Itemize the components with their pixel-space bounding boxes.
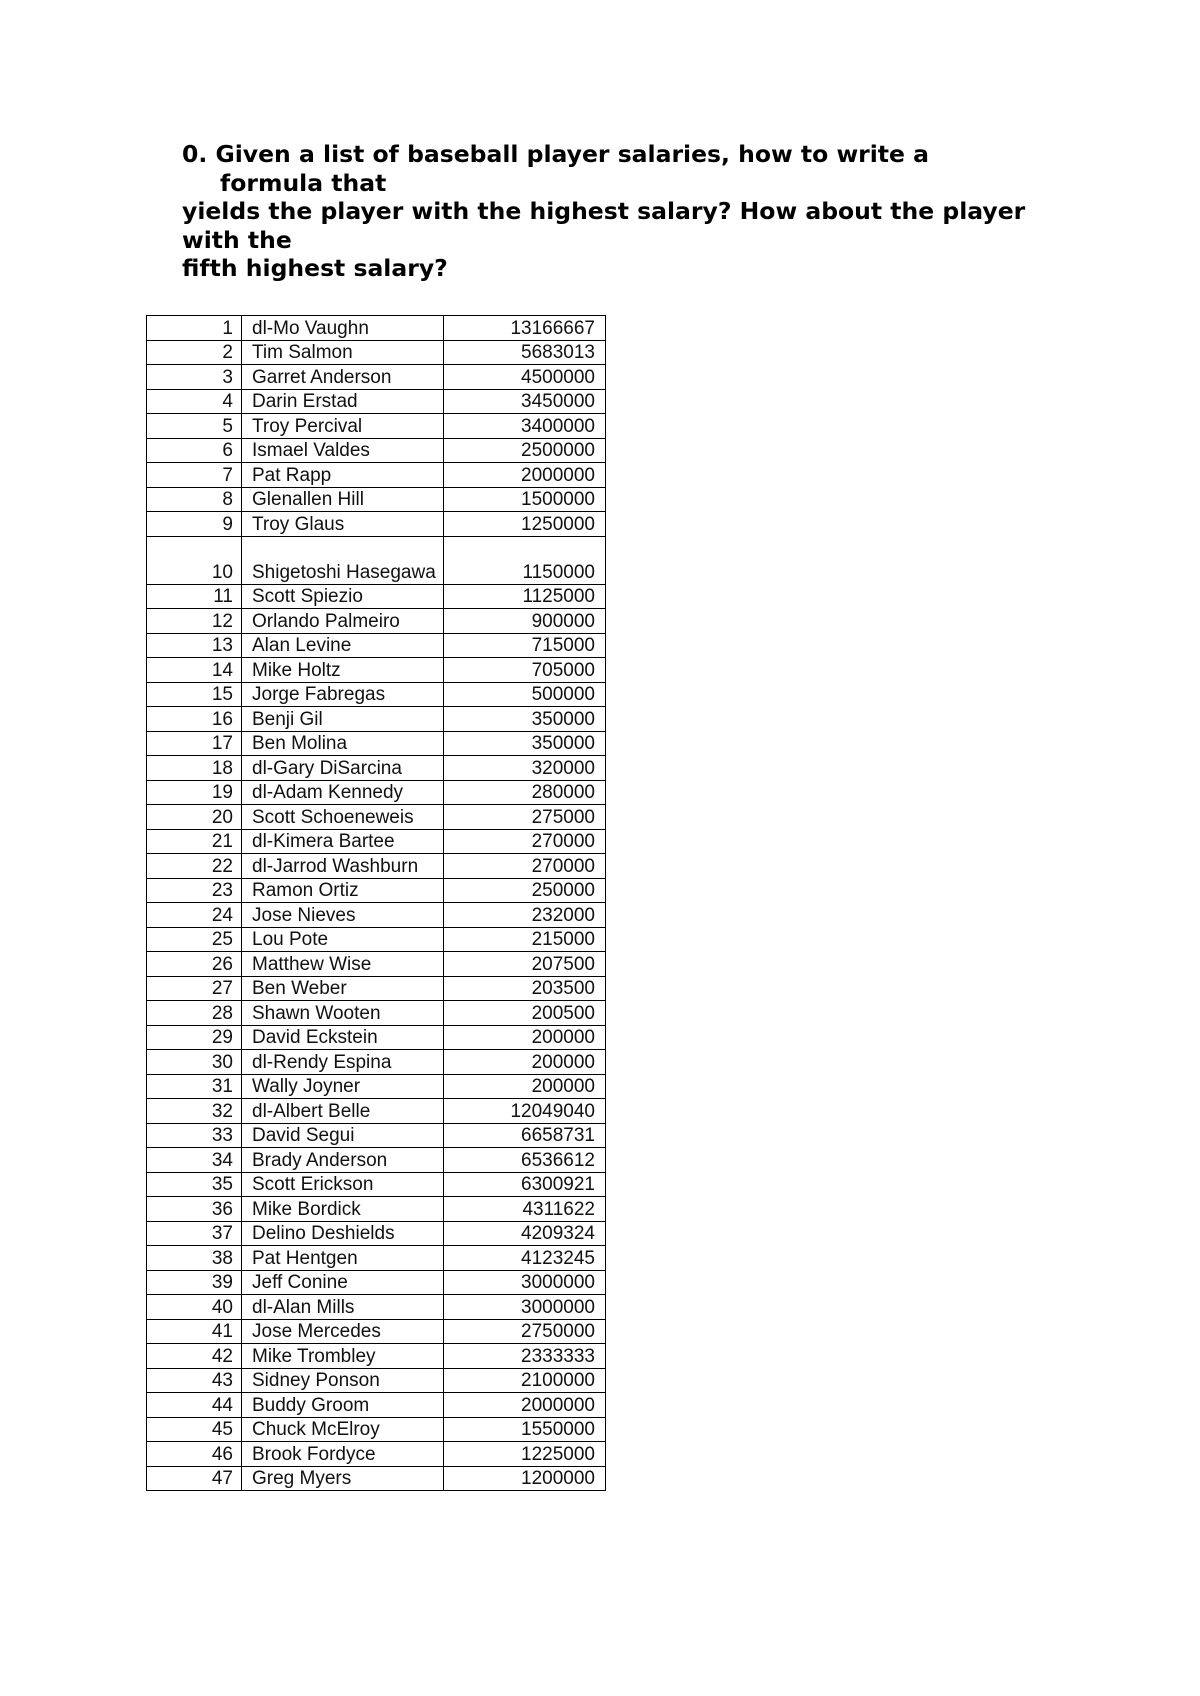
salary-cell: 1150000 [444, 536, 606, 584]
row-number-cell: 25 [147, 927, 242, 952]
salary-cell: 1225000 [444, 1442, 606, 1467]
row-number-cell: 20 [147, 805, 242, 830]
question-line: fifth highest salary? [182, 254, 448, 282]
row-number-cell: 17 [147, 731, 242, 756]
table-row [147, 316, 606, 341]
salary-cell: 2000000 [444, 463, 606, 488]
salary-cell: 4209324 [444, 1221, 606, 1246]
salary-cell: 275000 [444, 805, 606, 830]
row-number-cell: 2 [147, 340, 242, 365]
salary-cell: 6300921 [444, 1172, 606, 1197]
salary-cell: 3450000 [444, 389, 606, 414]
table-row [147, 829, 606, 854]
salary-cell: 1125000 [444, 584, 606, 609]
table-row [147, 658, 606, 683]
table-row [147, 414, 606, 439]
player-name-cell: Sidney Ponson [242, 1368, 444, 1393]
player-name-cell: Scott Erickson [242, 1172, 444, 1197]
player-name-cell: Jose Nieves [242, 903, 444, 928]
salary-cell: 900000 [444, 609, 606, 634]
player-name-cell: Buddy Groom [242, 1393, 444, 1418]
salary-cell: 3000000 [444, 1295, 606, 1320]
row-number-cell: 21 [147, 829, 242, 854]
salary-cell: 4123245 [444, 1246, 606, 1271]
row-number-cell: 9 [147, 512, 242, 537]
player-name-cell: Troy Percival [242, 414, 444, 439]
row-number-cell: 34 [147, 1148, 242, 1173]
row-number-cell: 40 [147, 1295, 242, 1320]
player-name-cell: Chuck McElroy [242, 1417, 444, 1442]
table-row [147, 780, 606, 805]
player-name-cell: dl-Kimera Bartee [242, 829, 444, 854]
player-name-cell: Mike Trombley [242, 1344, 444, 1369]
row-number-cell: 33 [147, 1123, 242, 1148]
table-row [147, 1099, 606, 1124]
row-number-cell: 16 [147, 707, 242, 732]
table-row [147, 707, 606, 732]
salary-cell: 500000 [444, 682, 606, 707]
table-row [147, 340, 606, 365]
salary-table-body [147, 316, 606, 1491]
salary-table [146, 315, 606, 1491]
row-number-cell: 32 [147, 1099, 242, 1124]
row-number-cell: 19 [147, 780, 242, 805]
salary-cell: 270000 [444, 829, 606, 854]
table-row [147, 584, 606, 609]
salary-cell: 350000 [444, 707, 606, 732]
row-number-cell: 10 [147, 536, 242, 584]
table-row [147, 1172, 606, 1197]
table-row [147, 1123, 606, 1148]
row-number-cell: 5 [147, 414, 242, 439]
player-name-cell: Scott Schoeneweis [242, 805, 444, 830]
row-number-cell: 44 [147, 1393, 242, 1418]
salary-cell: 1200000 [444, 1466, 606, 1491]
player-name-cell: Lou Pote [242, 927, 444, 952]
player-name-cell: dl-Rendy Espina [242, 1050, 444, 1075]
player-name-cell: Greg Myers [242, 1466, 444, 1491]
salary-cell: 1500000 [444, 487, 606, 512]
row-number-cell: 13 [147, 633, 242, 658]
player-name-cell: Scott Spiezio [242, 584, 444, 609]
salary-cell: 2500000 [444, 438, 606, 463]
salary-cell: 4311622 [444, 1197, 606, 1222]
table-row [147, 756, 606, 781]
question-text [182, 140, 1082, 283]
row-number-cell: 39 [147, 1270, 242, 1295]
table-row [147, 903, 606, 928]
salary-cell: 280000 [444, 780, 606, 805]
player-name-cell: Ismael Valdes [242, 438, 444, 463]
player-name-cell: Shigetoshi Hasegawa [242, 536, 444, 584]
salary-cell: 270000 [444, 854, 606, 879]
row-number-cell: 22 [147, 854, 242, 879]
table-row [147, 1393, 606, 1418]
row-number-cell: 6 [147, 438, 242, 463]
player-name-cell: dl-Jarrod Washburn [242, 854, 444, 879]
player-name-cell: Pat Rapp [242, 463, 444, 488]
row-number-cell: 38 [147, 1246, 242, 1271]
row-number-cell: 23 [147, 878, 242, 903]
salary-cell: 3400000 [444, 414, 606, 439]
row-number-cell: 42 [147, 1344, 242, 1369]
player-name-cell: Ramon Ortiz [242, 878, 444, 903]
table-row [147, 512, 606, 537]
player-name-cell: Ben Molina [242, 731, 444, 756]
table-row [147, 1344, 606, 1369]
player-name-cell: Jose Mercedes [242, 1319, 444, 1344]
player-name-cell: dl-Alan Mills [242, 1295, 444, 1320]
player-name-cell: Benji Gil [242, 707, 444, 732]
question-line: with the [182, 225, 292, 254]
table-row [147, 633, 606, 658]
row-number-cell: 11 [147, 584, 242, 609]
row-number-cell: 7 [147, 463, 242, 488]
table-row [147, 1417, 606, 1442]
table-row [147, 1148, 606, 1173]
table-row [147, 1246, 606, 1271]
row-number-cell: 30 [147, 1050, 242, 1075]
player-name-cell: Glenallen Hill [242, 487, 444, 512]
salary-cell: 3000000 [444, 1270, 606, 1295]
table-row [147, 878, 606, 903]
row-number-cell: 18 [147, 756, 242, 781]
row-number-cell: 37 [147, 1221, 242, 1246]
row-number-cell: 3 [147, 365, 242, 390]
row-number-cell: 43 [147, 1368, 242, 1393]
row-number-cell: 45 [147, 1417, 242, 1442]
table-row [147, 1319, 606, 1344]
salary-cell: 715000 [444, 633, 606, 658]
salary-cell: 6658731 [444, 1123, 606, 1148]
player-name-cell: dl-Mo Vaughn [242, 316, 444, 341]
row-number-cell: 24 [147, 903, 242, 928]
table-row [147, 1197, 606, 1222]
salary-cell: 2333333 [444, 1344, 606, 1369]
player-name-cell: Shawn Wooten [242, 1001, 444, 1026]
row-number-cell: 1 [147, 316, 242, 341]
salary-cell: 705000 [444, 658, 606, 683]
player-name-cell: Alan Levine [242, 633, 444, 658]
player-name-cell: Darin Erstad [242, 389, 444, 414]
salary-cell: 2000000 [444, 1393, 606, 1418]
salary-cell: 1250000 [444, 512, 606, 537]
player-name-cell: dl-Albert Belle [242, 1099, 444, 1124]
salary-cell: 5683013 [444, 340, 606, 365]
player-name-cell: Orlando Palmeiro [242, 609, 444, 634]
row-number-cell: 26 [147, 952, 242, 977]
player-name-cell: Wally Joyner [242, 1074, 444, 1099]
table-row [147, 927, 606, 952]
player-name-cell: Mike Holtz [242, 658, 444, 683]
player-name-cell: Jorge Fabregas [242, 682, 444, 707]
table-row [147, 389, 606, 414]
player-name-cell: Pat Hentgen [242, 1246, 444, 1271]
table-row [147, 1466, 606, 1491]
table-row [147, 682, 606, 707]
row-number-cell: 36 [147, 1197, 242, 1222]
player-name-cell: Ben Weber [242, 976, 444, 1001]
salary-cell: 200500 [444, 1001, 606, 1026]
table-row [147, 609, 606, 634]
salary-cell: 207500 [444, 952, 606, 977]
table-row [147, 854, 606, 879]
table-row [147, 1221, 606, 1246]
table-row [147, 1025, 606, 1050]
player-name-cell: Tim Salmon [242, 340, 444, 365]
salary-cell: 2100000 [444, 1368, 606, 1393]
player-name-cell: Matthew Wise [242, 952, 444, 977]
salary-cell: 203500 [444, 976, 606, 1001]
player-name-cell: Brady Anderson [242, 1148, 444, 1173]
table-row [147, 536, 606, 584]
salary-cell: 13166667 [444, 316, 606, 341]
salary-cell: 200000 [444, 1050, 606, 1075]
row-number-cell: 41 [147, 1319, 242, 1344]
salary-cell: 200000 [444, 1074, 606, 1099]
row-number-cell: 12 [147, 609, 242, 634]
row-number-cell: 14 [147, 658, 242, 683]
row-number-cell: 4 [147, 389, 242, 414]
table-row [147, 1001, 606, 1026]
row-number-cell: 8 [147, 487, 242, 512]
table-row [147, 1074, 606, 1099]
table-row [147, 1295, 606, 1320]
table-row [147, 365, 606, 390]
salary-cell: 250000 [444, 878, 606, 903]
table-row [147, 1442, 606, 1467]
table-row [147, 952, 606, 977]
table-row [147, 1270, 606, 1295]
table-row [147, 805, 606, 830]
question-line: yields the player with the highest salary? How about the player [182, 197, 1026, 225]
salary-cell: 1550000 [444, 1417, 606, 1442]
player-name-cell: Troy Glaus [242, 512, 444, 537]
row-number-cell: 47 [147, 1466, 242, 1491]
row-number-cell: 46 [147, 1442, 242, 1467]
salary-cell: 4500000 [444, 365, 606, 390]
row-number-cell: 29 [147, 1025, 242, 1050]
player-name-cell: Jeff Conine [242, 1270, 444, 1295]
salary-cell: 12049040 [444, 1099, 606, 1124]
salary-cell: 232000 [444, 903, 606, 928]
player-name-cell: dl-Adam Kennedy [242, 780, 444, 805]
salary-cell: 320000 [444, 756, 606, 781]
player-name-cell: David Segui [242, 1123, 444, 1148]
salary-cell: 215000 [444, 927, 606, 952]
table-row [147, 487, 606, 512]
table-row [147, 731, 606, 756]
table-row [147, 463, 606, 488]
table-row [147, 1368, 606, 1393]
salary-cell: 200000 [444, 1025, 606, 1050]
question-line: formula that [220, 168, 387, 197]
table-row [147, 976, 606, 1001]
question-line: 0. Given a list of baseball player salaries, how to write a [182, 140, 930, 168]
salary-cell: 350000 [444, 731, 606, 756]
row-number-cell: 27 [147, 976, 242, 1001]
player-name-cell: Mike Bordick [242, 1197, 444, 1222]
row-number-cell: 15 [147, 682, 242, 707]
salary-cell: 2750000 [444, 1319, 606, 1344]
table-row [147, 438, 606, 463]
row-number-cell: 35 [147, 1172, 242, 1197]
player-name-cell: Brook Fordyce [242, 1442, 444, 1467]
player-name-cell: dl-Gary DiSarcina [242, 756, 444, 781]
row-number-cell: 28 [147, 1001, 242, 1026]
row-number-cell: 31 [147, 1074, 242, 1099]
table-row [147, 1050, 606, 1075]
player-name-cell: Delino Deshields [242, 1221, 444, 1246]
player-name-cell: Garret Anderson [242, 365, 444, 390]
player-name-cell: David Eckstein [242, 1025, 444, 1050]
salary-cell: 6536612 [444, 1148, 606, 1173]
